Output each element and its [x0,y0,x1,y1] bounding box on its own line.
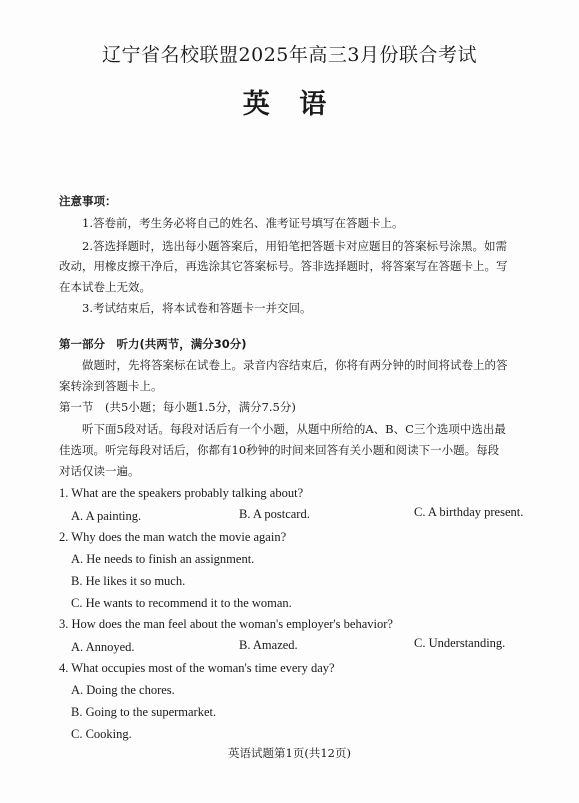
exam-title: 辽宁省名校联盟2025年高三3月份联合考试 [102,44,477,66]
subject-title: 英 语 [242,89,337,120]
notes-item-3: 3.考试结束后，将本试卷和答题卡一并交回。 [82,301,312,315]
notes-item-1: 1.答卷前，考生务必将自己的姓名、准考证号填写在答题卡上。 [82,216,404,230]
question-1-option-a: A. A painting. [71,509,142,523]
question-4-stem: 4. What occupies most of the woman's time every day? [59,661,335,675]
part1-heading: 第一部分 听力(共两节，满分30分) [59,337,247,351]
section1-heading: 第一节 (共5小题；每小题1.5分，满分7.5分) [59,400,296,414]
part1-intro-line-2: 案转涂到答题卡上。 [59,379,163,393]
notes-item-2-line-2: 改动，用橡皮擦干净后，再选涂其它答案标号。答非选择题时，将答案写在答题卡上。写 [59,259,508,273]
question-2-option-a: A. He needs to finish an assignment. [71,552,255,566]
question-2-option-b: B. He likes it so much. [71,574,186,588]
notes-item-2-line-1: 2.答选择题时，选出每小题答案后，用铅笔把答题卡对应题目的答案标号涂黑。如需 [82,239,507,253]
section1-line-2: 佳选项。听完每段对话后，你都有10秒钟的时间来回答有关小题和阅读下一小题。每段 [59,443,500,457]
question-1-option-b: B. A postcard. [239,507,310,521]
question-3-stem: 3. How does the man feel about the woman's employer's behavior? [59,617,393,631]
question-2-option-c: C. He wants to recommend it to the woman. [71,596,292,610]
notes-item-2-line-3: 在本试卷上无效。 [59,280,151,294]
page-footer: 英语试题第1页(共12页) [228,746,351,760]
question-1-stem: 1. What are the speakers probably talking about? [59,486,304,500]
question-4-option-b: B. Going to the supermarket. [71,705,217,719]
notes-heading: 注意事项： [59,194,117,208]
question-3-option-b: B. Amazed. [239,638,298,652]
part1-intro-line-1: 做题时，先将答案标在试卷上。录音内容结束后，你将有两分钟的时间将试卷上的答 [82,358,508,372]
question-4-option-c: C. Cooking. [71,727,132,741]
question-4-option-a: A. Doing the chores. [71,683,175,697]
question-3-option-a: A. Annoyed. [71,640,135,654]
question-2-stem: 2. Why does the man watch the movie again? [59,530,287,544]
question-1-option-c: C. A birthday present. [414,505,524,519]
question-3-option-c: C. Understanding. [414,636,506,650]
section1-line-1: 听下面5段对话。每段对话后有一个小题，从题中所给的A、B、C三个选项中选出最 [82,422,506,436]
section1-line-3: 对话仅读一遍。 [59,464,140,478]
